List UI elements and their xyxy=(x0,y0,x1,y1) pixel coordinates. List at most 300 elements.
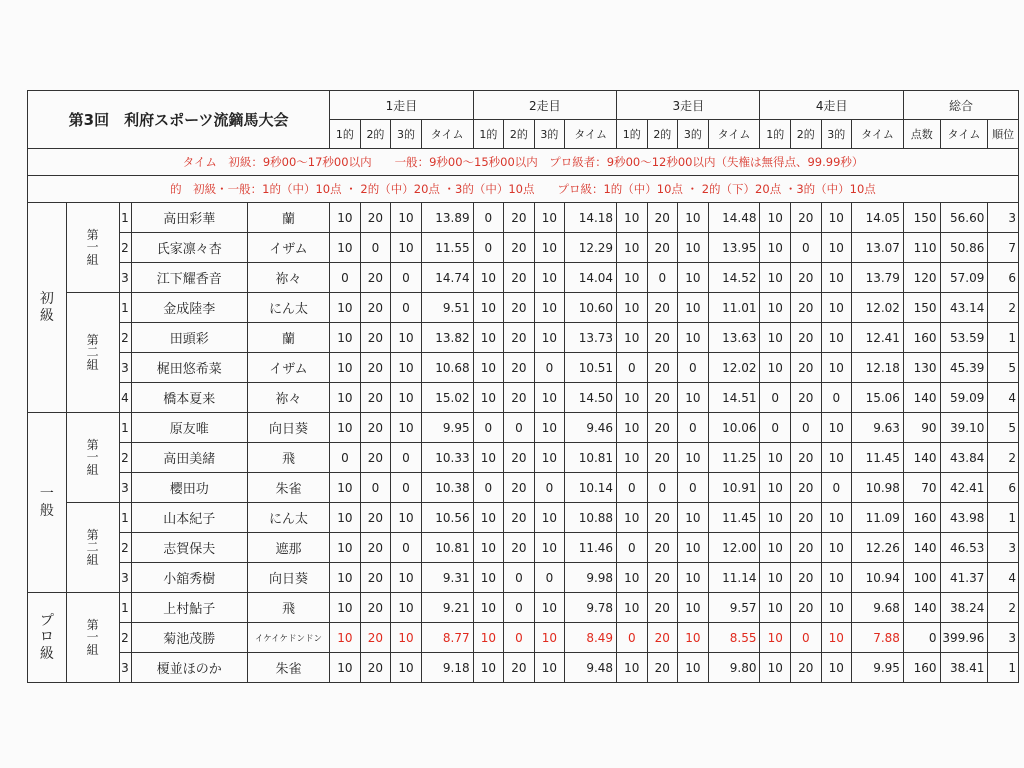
run-time: 10.68 xyxy=(421,353,473,383)
rider-name: 櫻田功 xyxy=(131,473,247,503)
total-time: 53.59 xyxy=(940,323,988,353)
total-time: 57.09 xyxy=(940,263,988,293)
run-time: 9.51 xyxy=(421,293,473,323)
entry-number: 3 xyxy=(119,263,131,293)
run-time: 10.14 xyxy=(565,473,617,503)
target1-score: 10 xyxy=(760,203,791,233)
sub-header-target1: 1的 xyxy=(330,120,361,149)
target2-score: 20 xyxy=(360,383,391,413)
target2-score: 0 xyxy=(791,233,822,263)
total-points: 70 xyxy=(903,473,940,503)
group-label xyxy=(66,203,119,293)
target3-score: 10 xyxy=(534,443,565,473)
target1-score: 0 xyxy=(330,443,361,473)
target3-score: 10 xyxy=(391,593,422,623)
target2-score: 20 xyxy=(647,653,678,683)
target3-score: 10 xyxy=(678,653,709,683)
target2-score: 20 xyxy=(360,563,391,593)
target1-score: 0 xyxy=(617,473,648,503)
target3-score: 10 xyxy=(821,413,852,443)
target2-score: 20 xyxy=(504,473,535,503)
target1-score: 10 xyxy=(473,593,504,623)
target2-score: 20 xyxy=(504,533,535,563)
final-rank: 1 xyxy=(988,653,1019,683)
target1-score: 10 xyxy=(473,623,504,653)
target1-score: 10 xyxy=(617,563,648,593)
target2-score: 20 xyxy=(360,443,391,473)
total-points: 160 xyxy=(903,653,940,683)
rider-name: 金成陸李 xyxy=(131,293,247,323)
run-time: 9.63 xyxy=(852,413,904,443)
target2-score: 20 xyxy=(791,563,822,593)
target2-score: 20 xyxy=(791,533,822,563)
total-time: 43.84 xyxy=(940,443,988,473)
target2-score: 20 xyxy=(360,293,391,323)
total-points: 140 xyxy=(903,533,940,563)
entry-number: 3 xyxy=(119,353,131,383)
target3-score: 10 xyxy=(534,203,565,233)
target3-score: 0 xyxy=(678,353,709,383)
target2-score: 20 xyxy=(791,473,822,503)
target3-score: 10 xyxy=(391,383,422,413)
target2-score: 20 xyxy=(791,353,822,383)
target2-score: 20 xyxy=(360,323,391,353)
target3-score: 10 xyxy=(534,653,565,683)
run-time: 9.98 xyxy=(565,563,617,593)
sub-header-target3: 3的 xyxy=(391,120,422,149)
target1-score: 10 xyxy=(473,353,504,383)
target1-score: 10 xyxy=(760,563,791,593)
table-row xyxy=(28,443,1019,473)
target3-score: 10 xyxy=(678,203,709,233)
entry-number: 1 xyxy=(119,503,131,533)
target3-score: 10 xyxy=(678,233,709,263)
table-row xyxy=(28,293,1019,323)
run-time: 8.77 xyxy=(421,623,473,653)
run-time: 13.95 xyxy=(708,233,760,263)
total-points: 160 xyxy=(903,323,940,353)
rider-name: 山本紀子 xyxy=(131,503,247,533)
run-time: 10.33 xyxy=(421,443,473,473)
target3-score: 0 xyxy=(534,563,565,593)
run-time: 9.46 xyxy=(565,413,617,443)
rider-name: 小舘秀樹 xyxy=(131,563,247,593)
horse-name: 蘭 xyxy=(247,323,329,353)
entry-number: 2 xyxy=(119,323,131,353)
target3-score: 0 xyxy=(391,473,422,503)
target1-score: 10 xyxy=(473,653,504,683)
target3-score: 10 xyxy=(821,233,852,263)
target2-score: 20 xyxy=(504,203,535,233)
total-time: 38.24 xyxy=(940,593,988,623)
total-time: 43.14 xyxy=(940,293,988,323)
category-label xyxy=(28,413,67,593)
run-time: 12.18 xyxy=(852,353,904,383)
sub-header-target3: 3的 xyxy=(678,120,709,149)
total-time: 43.98 xyxy=(940,503,988,533)
target2-score: 20 xyxy=(647,413,678,443)
target2-score: 0 xyxy=(647,263,678,293)
target1-score: 10 xyxy=(330,293,361,323)
target1-score: 10 xyxy=(330,413,361,443)
target1-score: 0 xyxy=(473,473,504,503)
total-points: 160 xyxy=(903,503,940,533)
table-row xyxy=(28,473,1019,503)
target1-score: 10 xyxy=(760,623,791,653)
target1-score: 10 xyxy=(617,383,648,413)
total-points: 120 xyxy=(903,263,940,293)
total-header: 総合 xyxy=(903,91,1018,120)
group-label-text: 第二組 xyxy=(86,527,99,567)
target1-score: 10 xyxy=(617,293,648,323)
target1-score: 10 xyxy=(330,533,361,563)
target2-score: 20 xyxy=(504,323,535,353)
target3-score: 10 xyxy=(391,413,422,443)
target2-score: 20 xyxy=(647,503,678,533)
target1-score: 0 xyxy=(473,413,504,443)
horse-name: イザム xyxy=(247,233,329,263)
target2-score: 20 xyxy=(647,443,678,473)
entry-number: 1 xyxy=(119,293,131,323)
target1-score: 10 xyxy=(617,203,648,233)
run-time: 11.09 xyxy=(852,503,904,533)
target1-score: 0 xyxy=(473,203,504,233)
final-rank: 1 xyxy=(988,323,1019,353)
category-label-text: 初級 xyxy=(39,291,54,324)
run-time: 10.06 xyxy=(708,413,760,443)
target2-score: 0 xyxy=(504,623,535,653)
target3-score: 10 xyxy=(821,323,852,353)
target1-score: 10 xyxy=(473,293,504,323)
target3-score: 10 xyxy=(678,323,709,353)
target3-score: 10 xyxy=(678,623,709,653)
run-time: 14.05 xyxy=(852,203,904,233)
sub-header-target2: 2的 xyxy=(504,120,535,149)
sub-header-target3: 3的 xyxy=(821,120,852,149)
target1-score: 10 xyxy=(330,503,361,533)
run-time: 12.02 xyxy=(708,353,760,383)
final-rank: 2 xyxy=(988,593,1019,623)
horse-name: にん太 xyxy=(247,503,329,533)
target2-score: 20 xyxy=(504,443,535,473)
group-label-text: 第一組 xyxy=(86,227,99,267)
total-points: 90 xyxy=(903,413,940,443)
target1-score: 10 xyxy=(760,263,791,293)
sub-header-time: タイム xyxy=(421,120,473,149)
target2-score: 20 xyxy=(647,353,678,383)
horse-name: 飛 xyxy=(247,593,329,623)
run-time: 15.06 xyxy=(852,383,904,413)
target3-score: 10 xyxy=(534,623,565,653)
target3-score: 10 xyxy=(391,653,422,683)
run-time: 10.51 xyxy=(565,353,617,383)
target1-score: 10 xyxy=(760,653,791,683)
run-time: 9.68 xyxy=(852,593,904,623)
sub-header-target2: 2的 xyxy=(791,120,822,149)
target3-score: 10 xyxy=(821,653,852,683)
target2-score: 20 xyxy=(360,653,391,683)
target1-score: 0 xyxy=(473,233,504,263)
total-time: 59.09 xyxy=(940,383,988,413)
run-time: 12.26 xyxy=(852,533,904,563)
entry-number: 4 xyxy=(119,383,131,413)
total-time: 45.39 xyxy=(940,353,988,383)
target1-score: 10 xyxy=(617,653,648,683)
sub-header-target2: 2的 xyxy=(647,120,678,149)
target3-score: 10 xyxy=(821,263,852,293)
target2-score: 20 xyxy=(360,593,391,623)
target2-score: 20 xyxy=(360,203,391,233)
run-header: 3走目 xyxy=(617,91,760,120)
target-rules-note: 的 初級・一般：1的（中）10点 ・ 2的（中）20点 ・3的（中）10点 プロ級：1的（中）10点 ・ 2的（下）20点 ・3的（中）10点 xyxy=(28,176,1019,203)
run-time: 13.82 xyxy=(421,323,473,353)
category-label xyxy=(28,593,67,683)
target2-score: 20 xyxy=(360,413,391,443)
run-time: 14.52 xyxy=(708,263,760,293)
run-time: 14.51 xyxy=(708,383,760,413)
final-rank: 3 xyxy=(988,203,1019,233)
run-header: 2走目 xyxy=(473,91,616,120)
target2-score: 20 xyxy=(647,563,678,593)
target3-score: 0 xyxy=(391,443,422,473)
run-time: 10.81 xyxy=(565,443,617,473)
entry-number: 2 xyxy=(119,443,131,473)
target2-score: 0 xyxy=(360,233,391,263)
target1-score: 0 xyxy=(617,353,648,383)
target3-score: 10 xyxy=(678,503,709,533)
final-rank: 6 xyxy=(988,473,1019,503)
table-row xyxy=(28,533,1019,563)
entry-number: 2 xyxy=(119,533,131,563)
table-row xyxy=(28,413,1019,443)
target2-score: 20 xyxy=(504,263,535,293)
sub-header-target2: 2的 xyxy=(360,120,391,149)
target3-score: 10 xyxy=(678,263,709,293)
target2-score: 20 xyxy=(647,533,678,563)
final-rank: 4 xyxy=(988,563,1019,593)
target2-score: 0 xyxy=(647,473,678,503)
target1-score: 10 xyxy=(330,353,361,383)
target1-score: 0 xyxy=(760,383,791,413)
target1-score: 10 xyxy=(330,473,361,503)
entry-number: 2 xyxy=(119,233,131,263)
sub-header-time: タイム xyxy=(852,120,904,149)
target1-score: 10 xyxy=(617,443,648,473)
run-time: 11.45 xyxy=(852,443,904,473)
target1-score: 10 xyxy=(760,503,791,533)
rider-name: 氏家凛々杏 xyxy=(131,233,247,263)
target3-score: 10 xyxy=(534,383,565,413)
group-label xyxy=(66,503,119,593)
table-row xyxy=(28,653,1019,683)
target2-score: 20 xyxy=(504,503,535,533)
target3-score: 10 xyxy=(821,203,852,233)
rider-name: 高田彩華 xyxy=(131,203,247,233)
sub-header-target1: 1的 xyxy=(473,120,504,149)
target2-score: 20 xyxy=(791,323,822,353)
entry-number: 3 xyxy=(119,653,131,683)
total-time: 399.96 xyxy=(940,623,988,653)
category-label-text: プロ級 xyxy=(39,613,54,662)
category-label-text: 一般 xyxy=(39,486,54,519)
sub-header-target1: 1的 xyxy=(760,120,791,149)
sub-header-time: タイム xyxy=(565,120,617,149)
target1-score: 10 xyxy=(617,503,648,533)
run-time: 11.55 xyxy=(421,233,473,263)
run-time: 13.73 xyxy=(565,323,617,353)
sub-header-target3: 3的 xyxy=(534,120,565,149)
target2-score: 20 xyxy=(504,653,535,683)
target2-score: 20 xyxy=(647,383,678,413)
table-row xyxy=(28,353,1019,383)
sub-header-target1: 1的 xyxy=(617,120,648,149)
target2-score: 20 xyxy=(647,623,678,653)
total-time: 39.10 xyxy=(940,413,988,443)
table-row xyxy=(28,323,1019,353)
total-points: 150 xyxy=(903,203,940,233)
target3-score: 10 xyxy=(534,503,565,533)
target2-score: 20 xyxy=(360,503,391,533)
rider-name: 榎並ほのか xyxy=(131,653,247,683)
target1-score: 0 xyxy=(617,623,648,653)
horse-name: 蘭 xyxy=(247,203,329,233)
group-label xyxy=(66,413,119,503)
entry-number: 2 xyxy=(119,623,131,653)
target2-score: 20 xyxy=(791,443,822,473)
run-time: 9.95 xyxy=(852,653,904,683)
target2-score: 0 xyxy=(504,413,535,443)
group-label-text: 第二組 xyxy=(86,332,99,372)
target2-score: 20 xyxy=(647,233,678,263)
target3-score: 10 xyxy=(534,593,565,623)
total-time: 42.41 xyxy=(940,473,988,503)
run-time: 12.29 xyxy=(565,233,617,263)
target3-score: 0 xyxy=(821,383,852,413)
run-time: 9.31 xyxy=(421,563,473,593)
target3-score: 10 xyxy=(678,533,709,563)
target1-score: 10 xyxy=(473,563,504,593)
total-points: 0 xyxy=(903,623,940,653)
run-time: 14.74 xyxy=(421,263,473,293)
sub-header-time: タイム xyxy=(708,120,760,149)
total-points: 130 xyxy=(903,353,940,383)
target2-score: 20 xyxy=(360,623,391,653)
run-time: 11.45 xyxy=(708,503,760,533)
final-rank: 7 xyxy=(988,233,1019,263)
run-time: 13.07 xyxy=(852,233,904,263)
run-header: 4走目 xyxy=(760,91,903,120)
target1-score: 10 xyxy=(760,293,791,323)
run-time: 14.18 xyxy=(565,203,617,233)
target1-score: 0 xyxy=(330,263,361,293)
run-time: 9.78 xyxy=(565,593,617,623)
run-time: 10.38 xyxy=(421,473,473,503)
final-rank: 4 xyxy=(988,383,1019,413)
sub-header-points: 点数 xyxy=(903,120,940,149)
target3-score: 0 xyxy=(678,413,709,443)
entry-number: 1 xyxy=(119,413,131,443)
final-rank: 1 xyxy=(988,503,1019,533)
target1-score: 10 xyxy=(473,533,504,563)
target1-score: 10 xyxy=(760,233,791,263)
target3-score: 10 xyxy=(821,443,852,473)
target3-score: 10 xyxy=(534,413,565,443)
run-time: 14.04 xyxy=(565,263,617,293)
target3-score: 0 xyxy=(534,353,565,383)
target2-score: 20 xyxy=(504,353,535,383)
target3-score: 10 xyxy=(678,383,709,413)
total-points: 140 xyxy=(903,443,940,473)
target1-score: 10 xyxy=(760,353,791,383)
target3-score: 10 xyxy=(391,623,422,653)
target1-score: 10 xyxy=(617,593,648,623)
target3-score: 10 xyxy=(534,233,565,263)
group-label xyxy=(66,293,119,413)
target3-score: 10 xyxy=(821,593,852,623)
table-row xyxy=(28,383,1019,413)
total-points: 150 xyxy=(903,293,940,323)
run-time: 11.46 xyxy=(565,533,617,563)
target2-score: 20 xyxy=(791,203,822,233)
run-time: 14.48 xyxy=(708,203,760,233)
target1-score: 10 xyxy=(473,443,504,473)
target2-score: 0 xyxy=(504,593,535,623)
run-time: 14.50 xyxy=(565,383,617,413)
horse-name: イケイケドンドン xyxy=(247,623,329,653)
run-time: 12.02 xyxy=(852,293,904,323)
target1-score: 0 xyxy=(760,413,791,443)
final-rank: 5 xyxy=(988,413,1019,443)
horse-name: 向日葵 xyxy=(247,563,329,593)
run-time: 11.25 xyxy=(708,443,760,473)
target1-score: 10 xyxy=(330,623,361,653)
table-row xyxy=(28,503,1019,533)
horse-name: にん太 xyxy=(247,293,329,323)
run-time: 9.21 xyxy=(421,593,473,623)
run-time: 10.56 xyxy=(421,503,473,533)
group-label-text: 第一組 xyxy=(86,437,99,477)
target3-score: 10 xyxy=(821,563,852,593)
horse-name: 遮那 xyxy=(247,533,329,563)
target1-score: 0 xyxy=(617,533,648,563)
run-time: 9.95 xyxy=(421,413,473,443)
target3-score: 10 xyxy=(534,263,565,293)
target2-score: 20 xyxy=(647,593,678,623)
target2-score: 20 xyxy=(360,533,391,563)
target2-score: 20 xyxy=(360,263,391,293)
page-title: 第3回 利府スポーツ流鏑馬大会 xyxy=(28,91,330,149)
target1-score: 10 xyxy=(760,473,791,503)
target3-score: 10 xyxy=(534,533,565,563)
total-points: 110 xyxy=(903,233,940,263)
final-rank: 3 xyxy=(988,623,1019,653)
target1-score: 10 xyxy=(473,383,504,413)
group-label xyxy=(66,593,119,683)
target2-score: 20 xyxy=(647,323,678,353)
horse-name: 祢々 xyxy=(247,383,329,413)
target1-score: 10 xyxy=(617,323,648,353)
total-time: 56.60 xyxy=(940,203,988,233)
run-time: 15.02 xyxy=(421,383,473,413)
rider-name: 梶田悠希菜 xyxy=(131,353,247,383)
run-time: 8.55 xyxy=(708,623,760,653)
entry-number: 3 xyxy=(119,473,131,503)
final-rank: 3 xyxy=(988,533,1019,563)
sub-header-rank: 順位 xyxy=(988,120,1019,149)
run-time: 10.94 xyxy=(852,563,904,593)
target3-score: 10 xyxy=(534,293,565,323)
target2-score: 20 xyxy=(360,353,391,383)
